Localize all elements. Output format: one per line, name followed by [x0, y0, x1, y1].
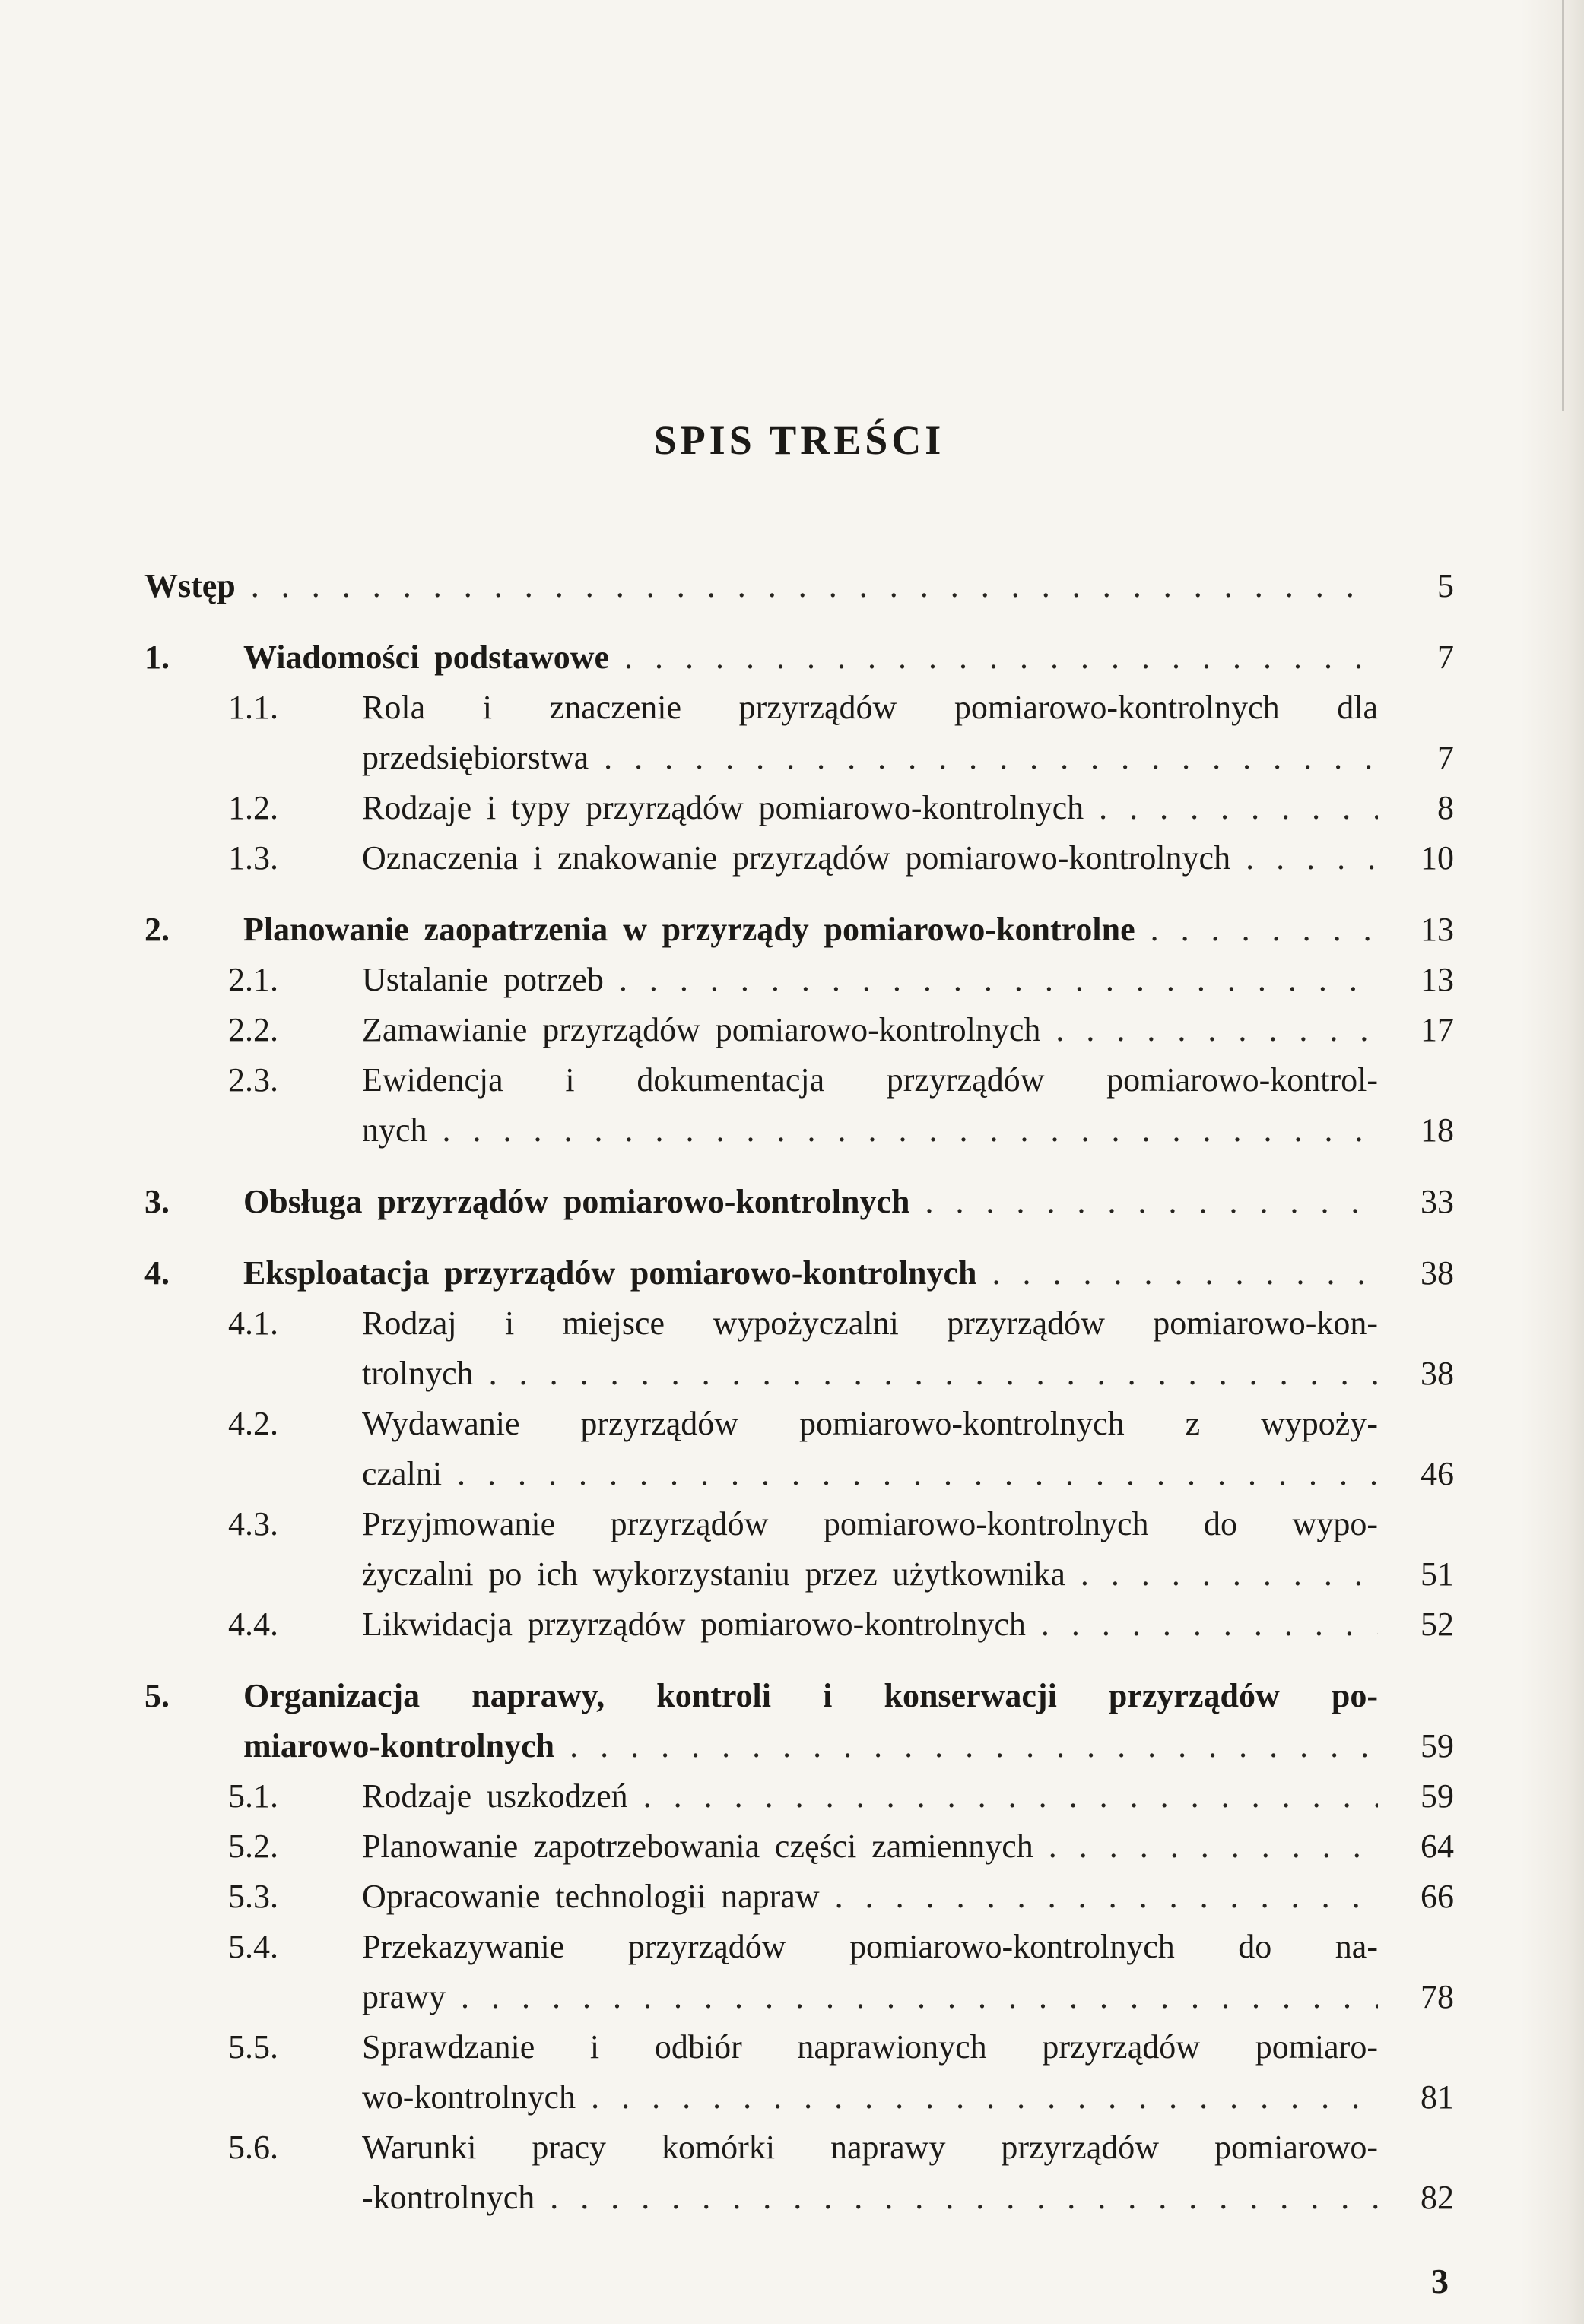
toc-entry	[144, 1055, 1454, 1105]
entry-title-continued: przedsiębiorstwa	[362, 739, 589, 776]
entry-title: Rola i znaczenie przyrządów pomiarowo-kontrolnych dla	[362, 689, 1378, 726]
entry-number: 4.1.	[228, 1305, 278, 1342]
entry-title: Wydawanie przyrządów pomiarowo-kontrolnych z wypoży-	[362, 1405, 1378, 1442]
entry-number: 1.	[144, 639, 170, 676]
toc-entry	[144, 2123, 1454, 2173]
toc-entry	[144, 955, 1454, 1005]
toc-entry	[144, 683, 1454, 733]
page-ref: 38	[1421, 1254, 1454, 1292]
entry-title-continued: prawy	[362, 1978, 446, 2015]
page-ref: 5	[1437, 567, 1454, 604]
page-ref: 66	[1421, 1878, 1454, 1915]
page-ref: 51	[1421, 1555, 1454, 1593]
entry-number: 1.2.	[228, 789, 278, 826]
entry-number: 5.	[144, 1677, 170, 1714]
entry-number: 4.3.	[228, 1505, 278, 1542]
toc-entry-continuation	[144, 733, 1454, 783]
folio-page-number: 3	[1431, 2262, 1449, 2300]
toc-entry	[144, 633, 1454, 683]
toc-entry	[144, 905, 1454, 955]
leader-dots	[251, 561, 1378, 611]
leader-dots	[550, 2173, 1378, 2223]
toc-entry	[144, 1248, 1454, 1298]
entry-title: Ewidencja i dokumentacja przyrządów pomiarowo-kontrol-	[362, 1061, 1378, 1099]
toc-entry-continuation	[144, 1721, 1454, 1771]
toc-entry	[144, 1821, 1454, 1872]
page-title: SPIS TREŚCI	[653, 417, 945, 463]
entry-number: 5.2.	[228, 1828, 278, 1865]
entry-title-continued: nych	[362, 1111, 427, 1149]
page-ref: 13	[1421, 911, 1454, 948]
entry-title: Rodzaje i typy przyrządów pomiarowo-kontrolnych	[362, 789, 1084, 826]
leader-dots	[591, 2072, 1378, 2123]
leader-dots	[461, 1972, 1378, 2022]
page-ref: 82	[1421, 2179, 1454, 2216]
page-ref: 52	[1421, 1606, 1454, 1643]
leader-dots	[925, 1177, 1378, 1227]
table-of-contents	[144, 417, 1454, 2223]
entry-title-continued: trolnych	[362, 1355, 474, 1392]
entry-number: 2.2.	[228, 1011, 278, 1048]
toc-entry	[144, 833, 1454, 883]
leader-dots	[1041, 1600, 1378, 1650]
leader-dots	[1055, 1005, 1378, 1055]
leader-dots	[835, 1872, 1378, 1922]
leader-dots	[1151, 905, 1378, 955]
leader-dots	[604, 733, 1378, 783]
entry-title: Obsługa przyrządów pomiarowo-kontrolnych	[243, 1183, 910, 1220]
entry-title: Rodzaje uszkodzeń	[362, 1777, 628, 1815]
entry-number: 2.1.	[228, 961, 278, 998]
entry-number: 4.4.	[228, 1606, 278, 1643]
entry-number: 5.4.	[228, 1928, 278, 1965]
entry-title: Wstęp	[144, 567, 236, 604]
entry-number: 5.6.	[228, 2129, 278, 2166]
entry-number: 1.1.	[228, 689, 278, 726]
page-ref: 13	[1421, 961, 1454, 998]
toc-entry	[144, 1177, 1454, 1227]
page-ref: 18	[1421, 1111, 1454, 1149]
leader-dots	[570, 1721, 1378, 1771]
page-ref: 59	[1421, 1777, 1454, 1815]
toc-entry	[144, 1671, 1454, 1721]
leader-dots	[489, 1349, 1378, 1399]
entry-title: Sprawdzanie i odbiór naprawionych przyrządów pomiaro-	[362, 2028, 1378, 2066]
entry-title: Ustalanie potrzeb	[362, 961, 604, 998]
page-ref: 7	[1437, 739, 1454, 776]
entry-number: 5.5.	[228, 2028, 278, 2066]
leader-dots	[457, 1449, 1378, 1499]
page-ref: 38	[1421, 1355, 1454, 1392]
toc-entry	[144, 1922, 1454, 1972]
toc-entry-continuation	[144, 2173, 1454, 2223]
page-ref: 81	[1421, 2078, 1454, 2116]
page-ref: 7	[1437, 639, 1454, 676]
entry-number: 4.	[144, 1254, 170, 1292]
entry-title: Wiadomości podstawowe	[243, 639, 610, 676]
toc-entry	[144, 1872, 1454, 1922]
leader-dots	[624, 633, 1378, 683]
toc-entry-continuation	[144, 1449, 1454, 1499]
page-ref: 59	[1421, 1727, 1454, 1764]
entry-number: 3.	[144, 1183, 170, 1220]
page-ref: 64	[1421, 1828, 1454, 1865]
leader-dots	[1246, 833, 1378, 883]
entry-title-continued: życzalni po ich wykorzystaniu przez użytkownika	[362, 1555, 1065, 1593]
toc-entry	[144, 1499, 1454, 1549]
toc-entry	[144, 561, 1454, 611]
leader-dots	[1049, 1821, 1378, 1872]
entry-number: 4.2.	[228, 1405, 278, 1442]
page-ref: 46	[1421, 1455, 1454, 1492]
page-ref: 33	[1421, 1183, 1454, 1220]
toc-entry	[144, 1771, 1454, 1821]
entry-title: Likwidacja przyrządów pomiarowo-kontrolnych	[362, 1606, 1026, 1643]
entry-title-continued: miarowo-kontrolnych	[243, 1727, 555, 1764]
entry-number: 2.	[144, 911, 170, 948]
leader-dots	[1081, 1549, 1378, 1600]
entry-title: Zamawianie przyrządów pomiarowo-kontrolnych	[362, 1011, 1041, 1048]
leader-dots	[643, 1771, 1378, 1821]
entry-title: Przyjmowanie przyrządów pomiarowo-kontrolnych do wypo-	[362, 1505, 1378, 1542]
entry-title: Warunki pracy komórki naprawy przyrządów pomiarowo-	[362, 2129, 1378, 2166]
entry-title: Planowanie zaopatrzenia w przyrządy pomiarowo-kontrolne	[243, 911, 1135, 948]
toc-entry	[144, 1399, 1454, 1449]
entry-number: 5.3.	[228, 1878, 278, 1915]
toc-entry	[144, 1600, 1454, 1650]
page-ref: 17	[1421, 1011, 1454, 1048]
toc-entry	[144, 783, 1454, 833]
entry-title: Eksploatacja przyrządów pomiarowo-kontrolnych	[243, 1254, 977, 1292]
toc-entry-continuation	[144, 1549, 1454, 1600]
entry-title-continued: -kontrolnych	[362, 2179, 535, 2216]
entry-title: Rodzaj i miejsce wypożyczalni przyrządów pomiarowo-kon-	[362, 1305, 1378, 1342]
entry-number: 1.3.	[228, 839, 278, 877]
leader-dots	[619, 955, 1378, 1005]
scan-edge-artifact	[1562, 0, 1564, 411]
toc-entry	[144, 1005, 1454, 1055]
entry-title-continued: czalni	[362, 1455, 443, 1492]
entry-number: 5.1.	[228, 1777, 278, 1815]
entry-title: Organizacja naprawy, kontroli i konserwacji przyrządów po-	[243, 1677, 1378, 1714]
entry-title: Planowanie zapotrzebowania części zamiennych	[362, 1828, 1033, 1865]
toc-entry-continuation	[144, 1105, 1454, 1156]
entry-number: 2.3.	[228, 1061, 278, 1099]
page-ref: 8	[1437, 789, 1454, 826]
entry-title: Przekazywanie przyrządów pomiarowo-kontrolnych do na-	[362, 1928, 1378, 1965]
leader-dots	[992, 1248, 1378, 1298]
toc-entry	[144, 2022, 1454, 2072]
page-ref: 78	[1421, 1978, 1454, 2015]
page-ref: 10	[1421, 839, 1454, 877]
toc-entry	[144, 1298, 1454, 1349]
entry-title-continued: wo-kontrolnych	[362, 2078, 576, 2116]
entry-title: Opracowanie technologii napraw	[362, 1878, 820, 1915]
toc-entry-continuation	[144, 1972, 1454, 2022]
toc-entry-continuation	[144, 2072, 1454, 2123]
toc-entry-continuation	[144, 1349, 1454, 1399]
leader-dots	[1099, 783, 1378, 833]
leader-dots	[443, 1105, 1378, 1156]
entry-title: Oznaczenia i znakowanie przyrządów pomiarowo-kontrolnych	[362, 839, 1231, 877]
